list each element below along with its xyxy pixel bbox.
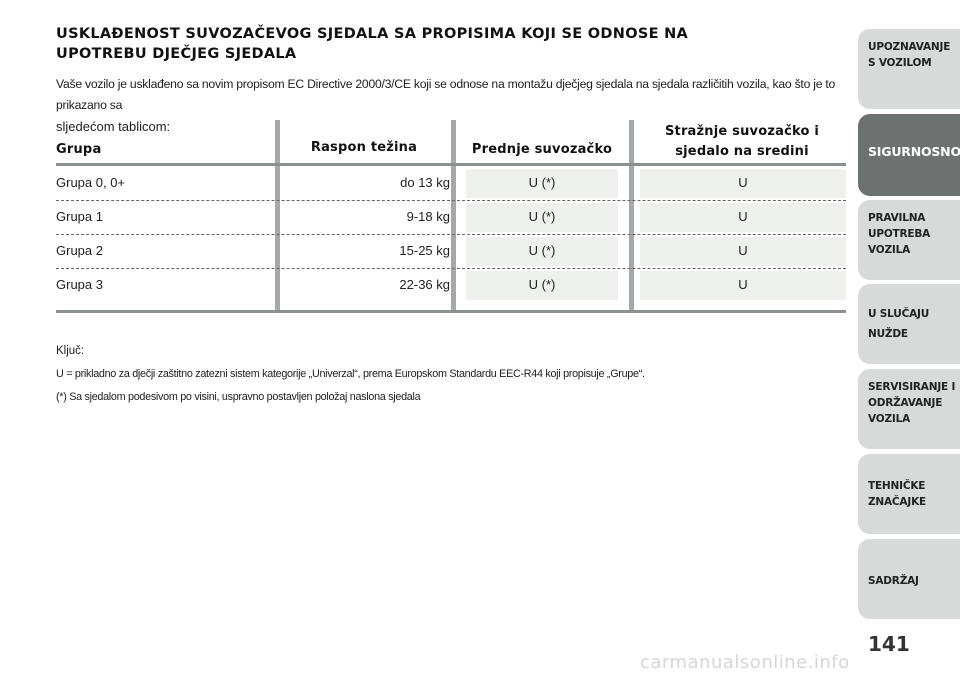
tab-label: VOZILA [868, 413, 911, 425]
page-number: 141 [868, 632, 910, 656]
tab-label: TEHNIČKE [868, 480, 926, 492]
cell-straznje: U [738, 209, 748, 224]
cell-straznje: U [738, 175, 748, 190]
tab-label: VOZILA [868, 244, 911, 256]
header-rule [56, 163, 846, 166]
section-title-line1: USKLAĐENOST SUVOZAČEVOG SJEDALA SA PROPISIMA KOJI SE ODNOSE NA [56, 26, 689, 42]
header-grupa: Grupa [56, 142, 102, 157]
tab-label: NUŽDE [868, 328, 908, 340]
header-raspon: Raspon težina [310, 140, 418, 155]
cell-raspon-value: do 13 kg [400, 175, 450, 190]
cell-prednje: U (*) [528, 209, 556, 224]
cell-raspon [278, 209, 450, 224]
tab-label: UPOZNAVANJE [868, 41, 951, 53]
table-row [56, 269, 846, 303]
cell-grupa: Grupa 1 [56, 209, 103, 224]
section-title-line2: UPOTREBU DJEČJEG SJEDALA [56, 46, 297, 62]
tab-label: PRAVILNA [868, 212, 926, 224]
tab-tehnicke-znacajke[interactable] [858, 454, 960, 534]
header-straznje-line1: Stražnje suvozačko i [664, 124, 820, 139]
key-star-definition: (*) Sa sjedalom podesivom po visini, uspravno postavljen položaj naslona sjedala [56, 391, 421, 403]
table-row [56, 235, 846, 269]
cell-raspon [278, 277, 450, 292]
tab-label: SADRŽAJ [868, 575, 919, 587]
tab-servisiranje[interactable] [858, 369, 960, 449]
section-title [56, 24, 816, 64]
cell-grupa: Grupa 2 [56, 243, 103, 258]
header-straznje [636, 122, 848, 162]
intro-line1: Vaše vozilo je usklađeno sa novim propisom EC Directive 2000/3/CE koji se odnose na montažu dječjeg sjedala na sjedala različitih vozila, kao što je to prikazano sa [56, 77, 836, 112]
tab-label: S VOZILOM [868, 57, 932, 69]
tab-sigurnosnost[interactable] [858, 114, 978, 196]
tab-pravilna-upotreba[interactable] [858, 200, 960, 280]
tab-u-slucaju-nuzde[interactable] [858, 284, 960, 364]
tab-sadrzaj[interactable] [858, 539, 960, 619]
cell-prednje: U (*) [528, 175, 556, 190]
cell-raspon-value: 15-25 kg [399, 243, 450, 258]
cell-prednje: U (*) [528, 277, 556, 292]
cell-prednje: U (*) [528, 243, 556, 258]
intro-line2: sljedećom tablicom: [56, 119, 171, 134]
table-row [56, 167, 846, 201]
cell-grupa: Grupa 3 [56, 277, 103, 292]
tab-label: UPOTREBA [868, 228, 931, 240]
watermark: carmanualsonline.info [640, 652, 850, 673]
key-legend [56, 340, 846, 409]
chapter-sidebar [858, 0, 978, 677]
tab-label: ZNAČAJKE [868, 496, 926, 508]
cell-raspon [278, 243, 450, 258]
tab-label: ODRŽAVANJE [868, 397, 943, 409]
tab-upoznavanje[interactable] [858, 29, 960, 109]
cell-straznje: U [738, 277, 748, 292]
table-row [56, 201, 846, 235]
key-label: Ključ: [56, 345, 85, 357]
cell-raspon-value: 22-36 kg [399, 277, 450, 292]
key-u-definition: U = prikladno za dječji zaštitno zatezni sistem kategorije „Univerzal“, prema Europskom Standardu EEC-R44 koji propisuje „Grupe“. [56, 368, 645, 380]
tab-label: SIGURNOSNOST [868, 144, 978, 159]
cell-straznje: U [738, 243, 748, 258]
header-straznje-line2: sjedalo na sredini [675, 144, 809, 159]
cell-grupa: Grupa 0, 0+ [56, 175, 126, 190]
tab-label: SERVISIRANJE I [868, 381, 956, 393]
child-seat-table [56, 120, 846, 316]
header-prednje: Prednje suvozačko [471, 142, 613, 157]
tab-label: U SLUČAJU [868, 308, 930, 320]
cell-raspon [278, 175, 450, 190]
cell-raspon-value: 9-18 kg [406, 209, 450, 224]
table-bottom-rule [56, 310, 846, 313]
